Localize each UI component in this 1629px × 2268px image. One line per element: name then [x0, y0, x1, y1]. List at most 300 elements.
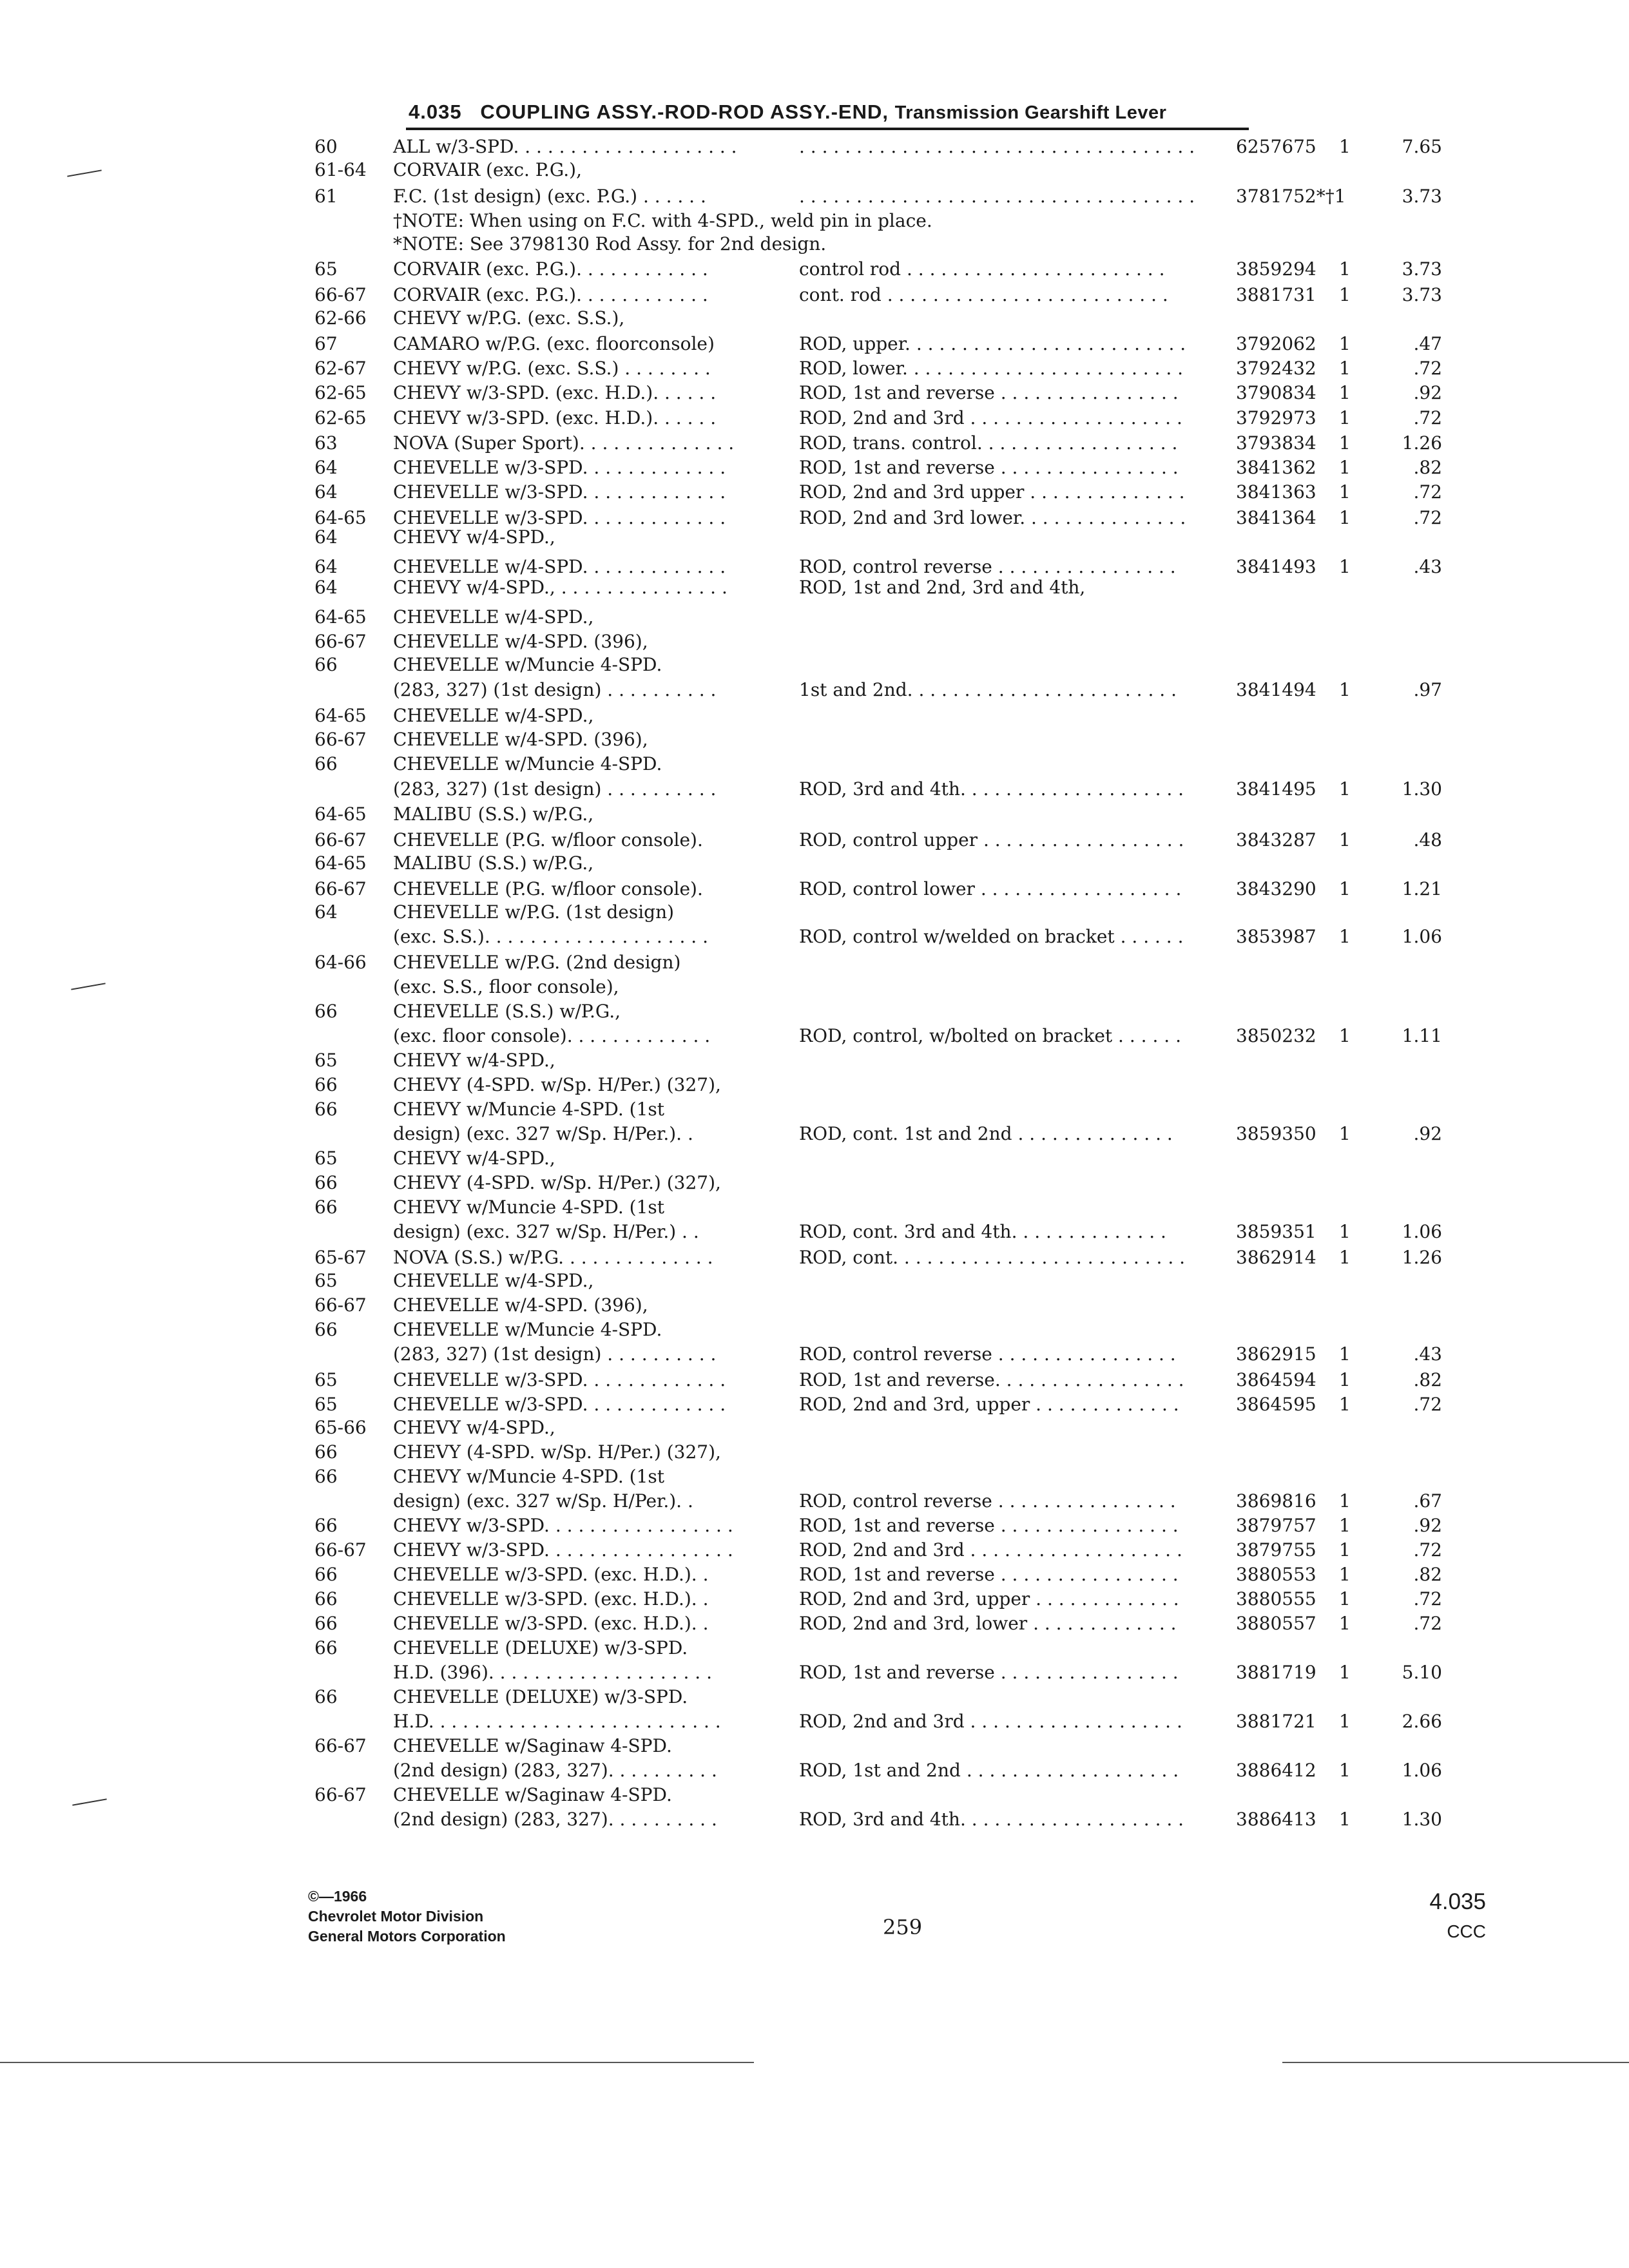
model-years: 66	[314, 1588, 338, 1610]
part-description: ROD, lower. . . . . . . . . . . . . . . . . . . . . . . . .	[799, 358, 1184, 379]
catalog-line	[0, 525, 1629, 550]
application-description: CHEVY w/3-SPD. . . . . . . . . . . . . . . . .	[393, 1515, 733, 1536]
part-description: ROD, cont. 3rd and 4th. . . . . . . . . . . . . .	[799, 1221, 1166, 1242]
part-number: 6257675	[1236, 136, 1316, 157]
catalog-line	[0, 1269, 1629, 1293]
catalog-line	[0, 1465, 1629, 1489]
catalog-line	[0, 1807, 1629, 1832]
quantity: 1	[1339, 1613, 1351, 1634]
catalog-line	[0, 431, 1629, 456]
application-description: †NOTE: When using on F.C. with 4-SPD., weld pin in place.	[393, 210, 932, 231]
application-description: (2nd design) (283, 327). . . . . . . . . .	[393, 1809, 717, 1830]
section-number: 4.035	[409, 101, 462, 123]
price: .72	[1413, 1394, 1442, 1415]
application-description: CHEVELLE w/4-SPD. (396),	[393, 631, 648, 652]
part-number: 3793834	[1236, 432, 1316, 454]
catalog-line	[0, 1171, 1629, 1195]
catalog-line	[0, 1587, 1629, 1611]
part-number: 3841494	[1236, 679, 1316, 700]
model-years: 66	[314, 1515, 338, 1536]
application-description: CHEVELLE (DELUXE) w/3-SPD.	[393, 1637, 688, 1658]
model-years: 61-64	[314, 159, 367, 180]
quantity: 1	[1339, 926, 1351, 947]
page-header	[409, 101, 1246, 124]
catalog-line	[0, 283, 1629, 307]
catalog-line	[0, 257, 1629, 282]
catalog-line	[0, 828, 1629, 852]
catalog-line	[0, 975, 1629, 999]
part-number: 3859294	[1236, 258, 1316, 280]
catalog-line	[0, 1318, 1629, 1342]
application-description: CHEVELLE w/4-SPD. (396),	[393, 1294, 648, 1316]
catalog-line	[0, 950, 1629, 975]
application-description: CHEVY w/P.G. (exc. S.S.) . . . . . . . .	[393, 358, 711, 379]
catalog-line	[0, 1073, 1629, 1097]
application-description: CORVAIR (exc. P.G.),	[393, 159, 582, 180]
footer-publisher	[308, 1887, 506, 1946]
model-years: 66	[314, 1613, 338, 1634]
catalog-line	[0, 1709, 1629, 1734]
catalog-line	[0, 1685, 1629, 1709]
part-description: ROD, 1st and reverse . . . . . . . . . . . . . . . .	[799, 457, 1179, 478]
price: .82	[1413, 1564, 1442, 1585]
catalog-line	[0, 1660, 1629, 1685]
part-description: ROD, control lower . . . . . . . . . . . . . . . . . .	[799, 878, 1182, 899]
price: .47	[1413, 333, 1442, 354]
catalog-line	[0, 629, 1629, 654]
part-number: 3841363	[1236, 481, 1316, 503]
application-description: *NOTE: See 3798130 Rod Assy. for 2nd design.	[393, 233, 827, 255]
application-description: CORVAIR (exc. P.G.). . . . . . . . . . . .	[393, 284, 708, 305]
model-years: 60	[314, 136, 338, 157]
catalog-line	[0, 704, 1629, 728]
catalog-line	[0, 406, 1629, 430]
part-number: 3880557	[1236, 1613, 1316, 1634]
quantity: 1	[1339, 679, 1351, 700]
catalog-line	[0, 1636, 1629, 1660]
application-description: design) (exc. 327 w/Sp. H/Per.). .	[393, 1490, 693, 1512]
part-number: 3841364	[1236, 507, 1316, 528]
part-description: ROD, cont. 1st and 2nd . . . . . . . . . . . . . .	[799, 1123, 1173, 1144]
part-number: 3841362	[1236, 457, 1316, 478]
part-description: ROD, control reverse . . . . . . . . . . . . . . . .	[799, 556, 1176, 577]
model-years: 65	[314, 1148, 338, 1169]
quantity: 1	[1339, 1588, 1351, 1610]
model-years: 66	[314, 654, 338, 675]
application-description: CHEVELLE (S.S.) w/P.G.,	[393, 1001, 621, 1022]
application-description: (exc. S.S.). . . . . . . . . . . . . . . . . . . .	[393, 926, 708, 947]
model-years: 66-67	[314, 1539, 367, 1561]
part-number: 3841495	[1236, 778, 1316, 800]
part-description: ROD, control reverse . . . . . . . . . . . . . . . .	[799, 1490, 1176, 1512]
scan-rule-left	[0, 2062, 754, 2063]
page-number: 259	[883, 1915, 923, 1939]
application-description: CHEVY (4-SPD. w/Sp. H/Per.) (327),	[393, 1074, 721, 1095]
model-years: 66	[314, 753, 338, 774]
model-years: 64	[314, 481, 338, 503]
price: 1.26	[1402, 432, 1442, 454]
application-description: CHEVELLE w/Muncie 4-SPD.	[393, 753, 662, 774]
part-description: ROD, upper. . . . . . . . . . . . . . . . . . . . . . . . .	[799, 333, 1186, 354]
model-years: 66	[314, 1099, 338, 1120]
part-description: ROD, 1st and reverse . . . . . . . . . . . . . . . .	[799, 1564, 1179, 1585]
quantity: 1	[1339, 481, 1351, 503]
application-description: CHEVY w/3-SPD. (exc. H.D.). . . . . .	[393, 407, 717, 428]
model-years: 67	[314, 333, 338, 354]
catalog-line	[0, 925, 1629, 949]
quantity: 1	[1339, 1515, 1351, 1536]
catalog-line	[0, 777, 1629, 802]
quantity: 1	[1339, 1490, 1351, 1512]
part-description: . . . . . . . . . . . . . . . . . . . . . . . . . . . . . . . . . . .	[799, 186, 1195, 207]
model-years: 64	[314, 901, 338, 923]
price: .72	[1413, 481, 1442, 503]
catalog-line	[0, 851, 1629, 876]
catalog-line	[0, 752, 1629, 776]
part-description: . . . . . . . . . . . . . . . . . . . . . . . . . . . . . . . . . . .	[799, 136, 1195, 157]
quantity: 1	[1339, 432, 1351, 454]
price: .72	[1413, 1588, 1442, 1610]
part-description: ROD, 1st and reverse . . . . . . . . . . . . . . . .	[799, 1515, 1179, 1536]
catalog-line	[0, 1195, 1629, 1220]
application-description: CHEVY w/Muncie 4-SPD. (1st	[393, 1466, 665, 1487]
part-number: 3862915	[1236, 1343, 1316, 1365]
catalog-line	[0, 802, 1629, 827]
catalog-line	[0, 184, 1629, 209]
header-subtitle: Transmission Gearshift Lever	[894, 102, 1167, 123]
application-description: NOVA (S.S.) w/P.G. . . . . . . . . . . . . .	[393, 1247, 713, 1268]
quantity: 1	[1339, 1343, 1351, 1365]
quantity: 1	[1339, 1369, 1351, 1390]
application-description: CAMARO w/P.G. (exc. floorconsole)	[393, 333, 715, 354]
part-number: 3880555	[1236, 1588, 1316, 1610]
model-years: 62-67	[314, 358, 367, 379]
model-years: 66-67	[314, 729, 367, 750]
application-description: CHEVY w/4-SPD.,	[393, 1148, 555, 1169]
catalog-line	[0, 575, 1629, 600]
application-description: CHEVELLE w/Saginaw 4-SPD.	[393, 1784, 672, 1805]
part-number: 3869816	[1236, 1490, 1316, 1512]
application-description: CHEVELLE w/3-SPD. . . . . . . . . . . . .	[393, 1394, 726, 1415]
catalog-line	[0, 1146, 1629, 1171]
catalog-line	[0, 900, 1629, 925]
model-years: 66	[314, 1074, 338, 1095]
part-number: 3886413	[1236, 1809, 1316, 1830]
model-years: 63	[314, 432, 338, 454]
part-number: 3862914	[1236, 1247, 1316, 1268]
catalog-line	[0, 306, 1629, 331]
catalog-line	[0, 456, 1629, 480]
part-description: ROD, trans. control. . . . . . . . . . . . . . . . . .	[799, 432, 1178, 454]
model-years: 64	[314, 556, 338, 577]
price: .48	[1413, 829, 1442, 850]
model-years: 65	[314, 1369, 338, 1390]
part-number: 3879755	[1236, 1539, 1316, 1561]
price: 1.06	[1402, 1760, 1442, 1781]
part-description: cont. rod . . . . . . . . . . . . . . . . . . . . . . . . .	[799, 284, 1168, 305]
part-description: ROD, control, w/bolted on bracket . . . . . .	[799, 1025, 1181, 1046]
footer-section	[1429, 1889, 1486, 1942]
part-number: 3853987	[1236, 926, 1316, 947]
model-years: 66	[314, 1564, 338, 1585]
quantity: 1	[1339, 136, 1351, 157]
model-years: 66	[314, 1172, 338, 1193]
price: 1.06	[1402, 1221, 1442, 1242]
catalog-line	[0, 1245, 1629, 1270]
part-description: ROD, 1st and reverse . . . . . . . . . . . . . . . .	[799, 1662, 1179, 1683]
price: 2.66	[1402, 1711, 1442, 1732]
part-description: ROD, 2nd and 3rd, upper . . . . . . . . . . . . .	[799, 1394, 1179, 1415]
price: .72	[1413, 407, 1442, 428]
catalog-line	[0, 1514, 1629, 1538]
part-number: 3886412	[1236, 1760, 1316, 1781]
catalog-line	[0, 332, 1629, 356]
application-description: CHEVELLE w/P.G. (1st design)	[393, 901, 675, 923]
part-number: 3850232	[1236, 1025, 1316, 1046]
application-description: CHEVELLE w/4-SPD.,	[393, 606, 594, 628]
model-years: 64	[314, 526, 338, 548]
application-description: CHEVY w/4-SPD., . . . . . . . . . . . . . . .	[393, 577, 728, 598]
catalog-line	[0, 209, 1629, 233]
price: 1.11	[1402, 1025, 1442, 1046]
application-description: CORVAIR (exc. P.G.). . . . . . . . . . . .	[393, 258, 708, 280]
model-years: 64-65	[314, 507, 367, 528]
price: 3.73	[1402, 186, 1442, 207]
quantity: 1	[1339, 382, 1351, 403]
application-description: CHEVELLE w/4-SPD.,	[393, 1270, 594, 1291]
application-description: design) (exc. 327 w/Sp. H/Per.) . .	[393, 1221, 699, 1242]
price: .97	[1413, 679, 1442, 700]
quantity: 1	[1339, 1760, 1351, 1781]
part-description: ROD, 2nd and 3rd, lower . . . . . . . . . . . . .	[799, 1613, 1177, 1634]
catalog-line	[0, 1097, 1629, 1122]
footer-corporation: General Motors Corporation	[308, 1928, 506, 1945]
part-description: ROD, 1st and 2nd, 3rd and 4th,	[799, 577, 1086, 598]
application-description: CHEVELLE w/3-SPD. (exc. H.D.). .	[393, 1588, 709, 1610]
quantity: 1	[1339, 556, 1351, 577]
part-number: 3881719	[1236, 1662, 1316, 1683]
part-number: 3792973	[1236, 407, 1316, 428]
quantity: 1	[1339, 258, 1351, 280]
quantity: 1	[1339, 1394, 1351, 1415]
catalog-line	[0, 1440, 1629, 1465]
model-years: 65	[314, 1050, 338, 1071]
footer-section-sub: CCC	[1447, 1921, 1486, 1941]
footer-copyright: ©—1966	[308, 1888, 367, 1905]
part-number: 3841493	[1236, 556, 1316, 577]
part-number: 3843287	[1236, 829, 1316, 850]
catalog-line	[0, 1368, 1629, 1392]
part-description: ROD, 2nd and 3rd upper . . . . . . . . . . . . . .	[799, 481, 1185, 503]
model-years: 66-67	[314, 284, 367, 305]
application-description: design) (exc. 327 w/Sp. H/Per.). .	[393, 1123, 693, 1144]
application-description: CHEVY w/P.G. (exc. S.S.),	[393, 307, 625, 329]
quantity: 1	[1339, 1809, 1351, 1830]
catalog-line	[0, 678, 1629, 702]
model-years: 66-67	[314, 1294, 367, 1316]
catalog-line	[0, 1734, 1629, 1758]
part-description: ROD, control reverse . . . . . . . . . . . . . . . .	[799, 1343, 1176, 1365]
catalog-line	[0, 1293, 1629, 1318]
application-description: CHEVY w/4-SPD.,	[393, 1417, 555, 1438]
price: 7.65	[1402, 136, 1442, 157]
application-description: (2nd design) (283, 327). . . . . . . . . .	[393, 1760, 717, 1781]
application-description: ALL w/3-SPD. . . . . . . . . . . . . . . . . . . .	[393, 136, 737, 157]
application-description: CHEVELLE (DELUXE) w/3-SPD.	[393, 1686, 688, 1707]
model-years: 66	[314, 1001, 338, 1022]
price: .82	[1413, 457, 1442, 478]
quantity: 1	[1339, 407, 1351, 428]
part-description: ROD, 2nd and 3rd lower. . . . . . . . . . . . . . .	[799, 507, 1186, 528]
quantity: 1	[1339, 1539, 1351, 1561]
model-years: 62-65	[314, 382, 367, 403]
scan-rule-right	[1282, 2062, 1629, 2063]
price: .92	[1413, 1123, 1442, 1144]
catalog-line	[0, 232, 1629, 256]
header-title: COUPLING ASSY.-ROD-ROD ASSY.-END,	[480, 101, 889, 123]
catalog-line	[0, 1538, 1629, 1562]
application-description: (283, 327) (1st design) . . . . . . . . . .	[393, 778, 717, 800]
quantity: 1	[1339, 284, 1351, 305]
price: .43	[1413, 1343, 1442, 1365]
application-description: CHEVELLE (P.G. w/floor console).	[393, 878, 703, 899]
price: 3.73	[1402, 258, 1442, 280]
model-years: 65	[314, 258, 338, 280]
part-description: ROD, 2nd and 3rd . . . . . . . . . . . . . . . . . . .	[799, 1539, 1182, 1561]
quantity: 1	[1339, 1221, 1351, 1242]
application-description: CHEVELLE w/P.G. (2nd design)	[393, 952, 681, 973]
quantity: 1	[1339, 1025, 1351, 1046]
application-description: H.D. . . . . . . . . . . . . . . . . . . . . . . . . .	[393, 1711, 721, 1732]
model-years: 66-67	[314, 631, 367, 652]
price: 1.21	[1402, 878, 1442, 899]
application-description: CHEVY (4-SPD. w/Sp. H/Per.) (327),	[393, 1441, 721, 1463]
application-description: CHEVELLE w/Muncie 4-SPD.	[393, 1319, 662, 1340]
application-description: CHEVY w/4-SPD.,	[393, 526, 555, 548]
quantity: 1	[1339, 333, 1351, 354]
part-number: 3881721	[1236, 1711, 1316, 1732]
part-number: 3864594	[1236, 1369, 1316, 1390]
quantity: 1	[1339, 1123, 1351, 1144]
application-description: MALIBU (S.S.) w/P.G.,	[393, 803, 594, 825]
catalog-line	[0, 158, 1629, 182]
catalog-line	[0, 1342, 1629, 1367]
application-description: (283, 327) (1st design) . . . . . . . . . .	[393, 679, 717, 700]
footer-division: Chevrolet Motor Division	[308, 1908, 484, 1925]
quantity: 1	[1339, 457, 1351, 478]
model-years: 65	[314, 1394, 338, 1415]
model-years: 66-67	[314, 1784, 367, 1805]
part-description: ROD, 2nd and 3rd, upper . . . . . . . . . . . . .	[799, 1588, 1179, 1610]
part-description: ROD, control w/welded on bracket . . . . . .	[799, 926, 1184, 947]
quantity: 1	[1339, 358, 1351, 379]
application-description: CHEVELLE w/Saginaw 4-SPD.	[393, 1735, 672, 1756]
part-description: ROD, 2nd and 3rd . . . . . . . . . . . . . . . . . . .	[799, 407, 1182, 428]
quantity: 1	[1339, 1564, 1351, 1585]
catalog-line	[0, 1122, 1629, 1146]
model-years: 65-67	[314, 1247, 367, 1268]
catalog-line	[0, 1024, 1629, 1048]
application-description: CHEVY w/Muncie 4-SPD. (1st	[393, 1099, 665, 1120]
catalog-line	[0, 1048, 1629, 1073]
price: .72	[1413, 1539, 1442, 1561]
model-years: 64-65	[314, 852, 367, 874]
model-years: 64-65	[314, 705, 367, 726]
catalog-line	[0, 1611, 1629, 1636]
part-number: 3859350	[1236, 1123, 1316, 1144]
part-number: 3880553	[1236, 1564, 1316, 1585]
part-number: 3864595	[1236, 1394, 1316, 1415]
model-years: 61	[314, 186, 338, 207]
application-description: H.D. (396). . . . . . . . . . . . . . . . . . . .	[393, 1662, 712, 1683]
application-description: NOVA (Super Sport). . . . . . . . . . . . . .	[393, 432, 735, 454]
part-number: 3843290	[1236, 878, 1316, 899]
application-description: CHEVELLE w/3-SPD. (exc. H.D.). .	[393, 1564, 709, 1585]
application-description: CHEVY (4-SPD. w/Sp. H/Per.) (327),	[393, 1172, 721, 1193]
catalog-line	[0, 1758, 1629, 1783]
part-number: 3790834	[1236, 382, 1316, 403]
price: .67	[1413, 1490, 1442, 1512]
model-years: 65-66	[314, 1417, 367, 1438]
part-description: ROD, 1st and reverse . . . . . . . . . . . . . . . .	[799, 382, 1179, 403]
quantity: 1	[1339, 507, 1351, 528]
catalog-line	[0, 877, 1629, 901]
part-number: 3859351	[1236, 1221, 1316, 1242]
quantity: 1	[1339, 1711, 1351, 1732]
model-years: 62-65	[314, 407, 367, 428]
model-years: 66	[314, 1637, 338, 1658]
part-description: ROD, 1st and reverse. . . . . . . . . . . . . . . . .	[799, 1369, 1184, 1390]
model-years: 66-67	[314, 878, 367, 899]
model-years: 65	[314, 1270, 338, 1291]
application-description: CHEVY w/3-SPD. (exc. H.D.). . . . . .	[393, 382, 717, 403]
quantity: 1	[1339, 1247, 1351, 1268]
quantity: 1	[1339, 1662, 1351, 1683]
part-number: 3792432	[1236, 358, 1316, 379]
part-description: ROD, cont. . . . . . . . . . . . . . . . . . . . . . . . . .	[799, 1247, 1186, 1268]
catalog-line	[0, 1416, 1629, 1440]
model-years: 64-65	[314, 606, 367, 628]
model-years: 66	[314, 1686, 338, 1707]
application-description: CHEVELLE (P.G. w/floor console).	[393, 829, 703, 850]
catalog-line	[0, 605, 1629, 629]
price: .72	[1413, 1613, 1442, 1634]
model-years: 66	[314, 1466, 338, 1487]
part-number: 3879757	[1236, 1515, 1316, 1536]
catalog-line	[0, 381, 1629, 405]
part-number: 3792062	[1236, 333, 1316, 354]
catalog-line	[0, 727, 1629, 752]
quantity: 1	[1339, 878, 1351, 899]
model-years: 66	[314, 1441, 338, 1463]
application-description: CHEVELLE w/3-SPD. . . . . . . . . . . . .	[393, 481, 726, 503]
part-description: ROD, 3rd and 4th. . . . . . . . . . . . . . . . . . . .	[799, 1809, 1184, 1830]
model-years: 64-66	[314, 952, 367, 973]
catalog-line	[0, 1392, 1629, 1417]
part-number: 3881731	[1236, 284, 1316, 305]
model-years: 66-67	[314, 1735, 367, 1756]
catalog-line	[0, 653, 1629, 677]
model-years: 66	[314, 1319, 338, 1340]
price: .92	[1413, 1515, 1442, 1536]
catalog-line	[0, 1562, 1629, 1587]
application-description: CHEVY w/3-SPD. . . . . . . . . . . . . . . . .	[393, 1539, 733, 1561]
catalog-line	[0, 1783, 1629, 1807]
part-description: ROD, 2nd and 3rd . . . . . . . . . . . . . . . . . . .	[799, 1711, 1182, 1732]
price: 1.06	[1402, 926, 1442, 947]
price: .82	[1413, 1369, 1442, 1390]
application-description: CHEVELLE w/Muncie 4-SPD.	[393, 654, 662, 675]
